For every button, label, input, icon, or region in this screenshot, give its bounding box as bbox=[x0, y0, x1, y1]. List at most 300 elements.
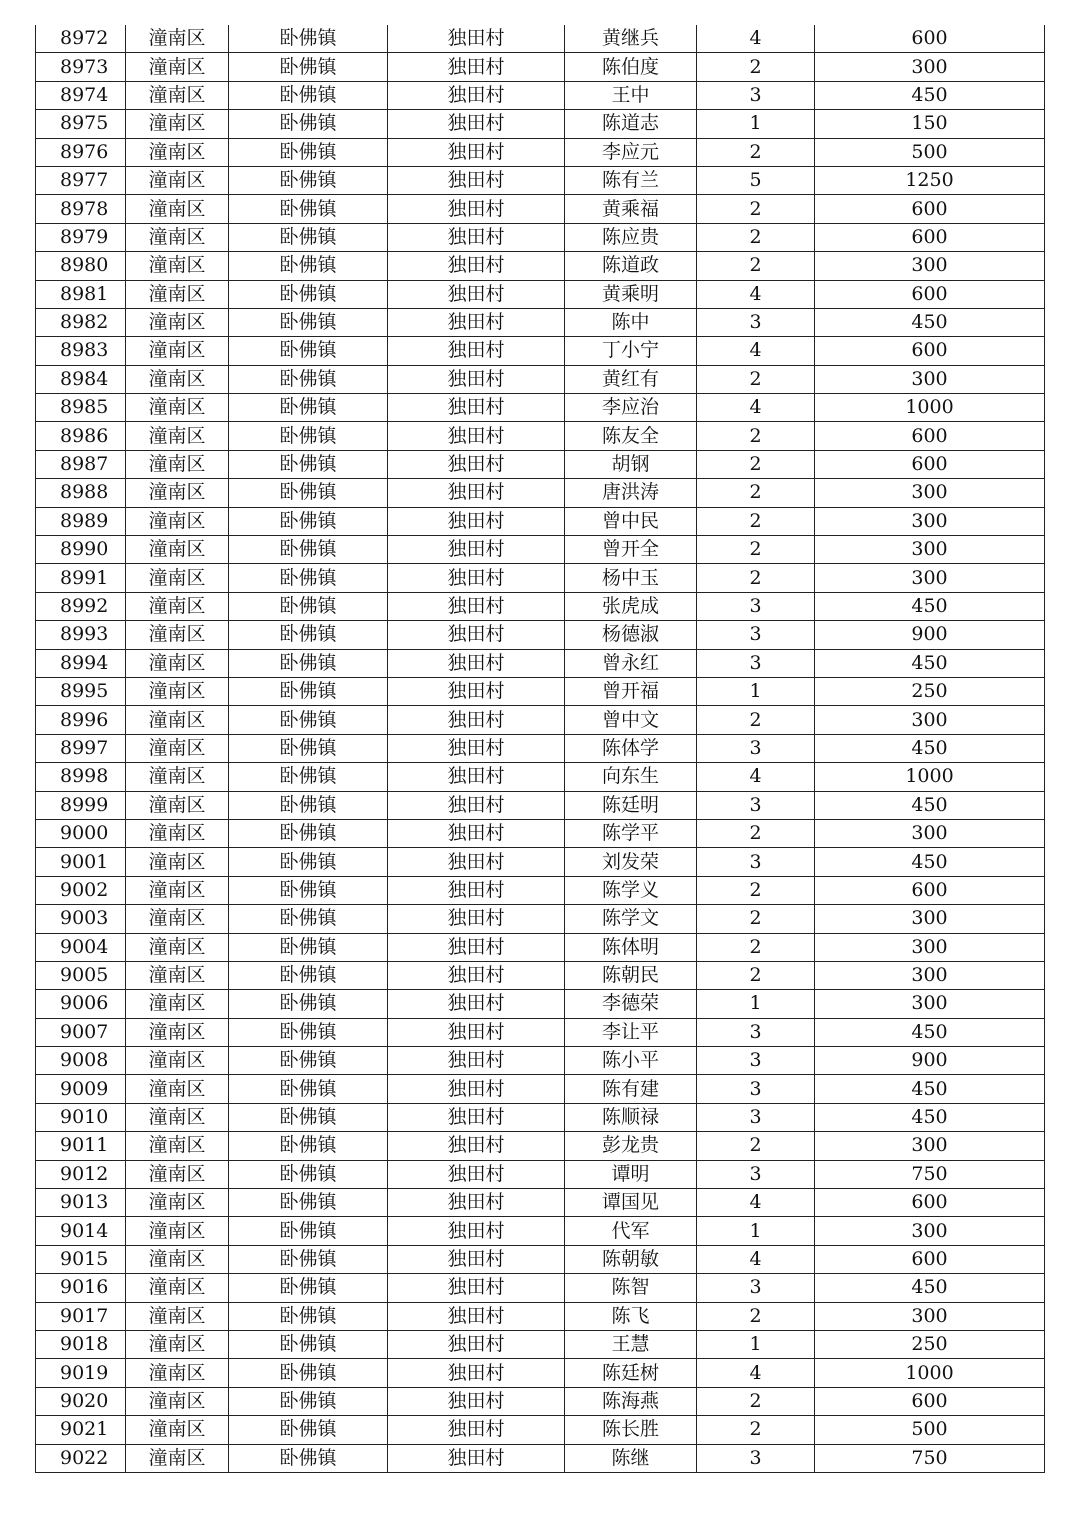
town-cell: 卧佛镇 bbox=[229, 138, 388, 166]
district-cell: 潼南区 bbox=[126, 961, 229, 989]
amount-cell: 450 bbox=[815, 592, 1045, 620]
amount-cell: 1000 bbox=[815, 1359, 1045, 1387]
name-cell: 陈顺禄 bbox=[565, 1103, 697, 1131]
name-cell: 陈学文 bbox=[565, 905, 697, 933]
amount-cell: 150 bbox=[815, 110, 1045, 138]
town-cell: 卧佛镇 bbox=[229, 1302, 388, 1330]
household-size-cell: 2 bbox=[697, 1302, 815, 1330]
amount-cell: 300 bbox=[815, 819, 1045, 847]
row-number: 8988 bbox=[36, 479, 126, 507]
row-number: 8993 bbox=[36, 621, 126, 649]
amount-cell: 600 bbox=[815, 25, 1045, 53]
village-cell: 独田村 bbox=[388, 394, 565, 422]
district-cell: 潼南区 bbox=[126, 990, 229, 1018]
household-size-cell: 1 bbox=[697, 677, 815, 705]
table-row bbox=[36, 621, 1045, 649]
row-number: 8973 bbox=[36, 53, 126, 81]
district-cell: 潼南区 bbox=[126, 1444, 229, 1472]
village-cell: 独田村 bbox=[388, 990, 565, 1018]
town-cell: 卧佛镇 bbox=[229, 592, 388, 620]
row-number: 8999 bbox=[36, 791, 126, 819]
name-cell: 曾永红 bbox=[565, 649, 697, 677]
amount-cell: 300 bbox=[815, 1217, 1045, 1245]
table-row bbox=[36, 677, 1045, 705]
household-size-cell: 2 bbox=[697, 422, 815, 450]
table-row bbox=[36, 252, 1045, 280]
village-cell: 独田村 bbox=[388, 649, 565, 677]
district-cell: 潼南区 bbox=[126, 848, 229, 876]
amount-cell: 450 bbox=[815, 1018, 1045, 1046]
row-number: 9006 bbox=[36, 990, 126, 1018]
amount-cell: 300 bbox=[815, 1302, 1045, 1330]
name-cell: 陈学平 bbox=[565, 819, 697, 847]
town-cell: 卧佛镇 bbox=[229, 536, 388, 564]
amount-cell: 450 bbox=[815, 1274, 1045, 1302]
district-cell: 潼南区 bbox=[126, 734, 229, 762]
village-cell: 独田村 bbox=[388, 592, 565, 620]
village-cell: 独田村 bbox=[388, 677, 565, 705]
name-cell: 陈友全 bbox=[565, 422, 697, 450]
row-number: 8978 bbox=[36, 195, 126, 223]
district-cell: 潼南区 bbox=[126, 905, 229, 933]
district-cell: 潼南区 bbox=[126, 649, 229, 677]
district-cell: 潼南区 bbox=[126, 365, 229, 393]
amount-cell: 450 bbox=[815, 81, 1045, 109]
name-cell: 刘发荣 bbox=[565, 848, 697, 876]
amount-cell: 300 bbox=[815, 564, 1045, 592]
table-row bbox=[36, 791, 1045, 819]
household-size-cell: 3 bbox=[697, 649, 815, 677]
household-size-cell: 3 bbox=[697, 81, 815, 109]
name-cell: 黄红有 bbox=[565, 365, 697, 393]
row-number: 8997 bbox=[36, 734, 126, 762]
town-cell: 卧佛镇 bbox=[229, 621, 388, 649]
row-number: 9005 bbox=[36, 961, 126, 989]
village-cell: 独田村 bbox=[388, 280, 565, 308]
table-row bbox=[36, 308, 1045, 336]
household-size-cell: 3 bbox=[697, 734, 815, 762]
amount-cell: 750 bbox=[815, 1444, 1045, 1472]
district-cell: 潼南区 bbox=[126, 308, 229, 336]
town-cell: 卧佛镇 bbox=[229, 280, 388, 308]
household-size-cell: 3 bbox=[697, 1274, 815, 1302]
town-cell: 卧佛镇 bbox=[229, 53, 388, 81]
amount-cell: 450 bbox=[815, 1103, 1045, 1131]
town-cell: 卧佛镇 bbox=[229, 876, 388, 904]
amount-cell: 450 bbox=[815, 308, 1045, 336]
district-cell: 潼南区 bbox=[126, 1103, 229, 1131]
village-cell: 独田村 bbox=[388, 1359, 565, 1387]
name-cell: 杨中玉 bbox=[565, 564, 697, 592]
district-cell: 潼南区 bbox=[126, 1018, 229, 1046]
amount-cell: 300 bbox=[815, 479, 1045, 507]
household-size-cell: 1 bbox=[697, 990, 815, 1018]
amount-cell: 1000 bbox=[815, 394, 1045, 422]
name-cell: 陈学义 bbox=[565, 876, 697, 904]
household-size-cell: 3 bbox=[697, 791, 815, 819]
household-size-cell: 2 bbox=[697, 536, 815, 564]
village-cell: 独田村 bbox=[388, 961, 565, 989]
town-cell: 卧佛镇 bbox=[229, 905, 388, 933]
district-cell: 潼南区 bbox=[126, 81, 229, 109]
name-cell: 陈智 bbox=[565, 1274, 697, 1302]
table-row bbox=[36, 706, 1045, 734]
name-cell: 黄乘福 bbox=[565, 195, 697, 223]
town-cell: 卧佛镇 bbox=[229, 25, 388, 53]
row-number: 9011 bbox=[36, 1132, 126, 1160]
household-size-cell: 2 bbox=[697, 223, 815, 251]
district-cell: 潼南区 bbox=[126, 53, 229, 81]
village-cell: 独田村 bbox=[388, 848, 565, 876]
table-row bbox=[36, 1330, 1045, 1358]
village-cell: 独田村 bbox=[388, 450, 565, 478]
town-cell: 卧佛镇 bbox=[229, 81, 388, 109]
household-size-cell: 2 bbox=[697, 507, 815, 535]
table-row bbox=[36, 1132, 1045, 1160]
name-cell: 唐洪涛 bbox=[565, 479, 697, 507]
district-cell: 潼南区 bbox=[126, 1217, 229, 1245]
household-size-cell: 3 bbox=[697, 1018, 815, 1046]
table-row bbox=[36, 1018, 1045, 1046]
village-cell: 独田村 bbox=[388, 1160, 565, 1188]
row-number: 8982 bbox=[36, 308, 126, 336]
village-cell: 独田村 bbox=[388, 53, 565, 81]
household-size-cell: 4 bbox=[697, 1359, 815, 1387]
amount-cell: 300 bbox=[815, 536, 1045, 564]
amount-cell: 750 bbox=[815, 1160, 1045, 1188]
household-size-cell: 2 bbox=[697, 1387, 815, 1415]
amount-cell: 300 bbox=[815, 252, 1045, 280]
row-number: 9012 bbox=[36, 1160, 126, 1188]
household-size-cell: 2 bbox=[697, 53, 815, 81]
town-cell: 卧佛镇 bbox=[229, 990, 388, 1018]
town-cell: 卧佛镇 bbox=[229, 1018, 388, 1046]
name-cell: 陈廷树 bbox=[565, 1359, 697, 1387]
name-cell: 黄继兵 bbox=[565, 25, 697, 53]
district-cell: 潼南区 bbox=[126, 763, 229, 791]
village-cell: 独田村 bbox=[388, 223, 565, 251]
village-cell: 独田村 bbox=[388, 734, 565, 762]
table-body bbox=[36, 25, 1045, 1472]
district-cell: 潼南区 bbox=[126, 1245, 229, 1273]
household-size-cell: 5 bbox=[697, 166, 815, 194]
name-cell: 陈朝民 bbox=[565, 961, 697, 989]
town-cell: 卧佛镇 bbox=[229, 1103, 388, 1131]
row-number: 9008 bbox=[36, 1047, 126, 1075]
village-cell: 独田村 bbox=[388, 1047, 565, 1075]
household-size-cell: 1 bbox=[697, 110, 815, 138]
district-cell: 潼南区 bbox=[126, 138, 229, 166]
table-row bbox=[36, 763, 1045, 791]
table-row bbox=[36, 933, 1045, 961]
town-cell: 卧佛镇 bbox=[229, 110, 388, 138]
name-cell: 李应元 bbox=[565, 138, 697, 166]
table-row bbox=[36, 394, 1045, 422]
row-number: 8979 bbox=[36, 223, 126, 251]
town-cell: 卧佛镇 bbox=[229, 1217, 388, 1245]
table-row bbox=[36, 536, 1045, 564]
table-row bbox=[36, 110, 1045, 138]
town-cell: 卧佛镇 bbox=[229, 791, 388, 819]
table-row bbox=[36, 961, 1045, 989]
town-cell: 卧佛镇 bbox=[229, 1245, 388, 1273]
amount-cell: 500 bbox=[815, 1416, 1045, 1444]
district-cell: 潼南区 bbox=[126, 223, 229, 251]
row-number: 9022 bbox=[36, 1444, 126, 1472]
district-cell: 潼南区 bbox=[126, 791, 229, 819]
village-cell: 独田村 bbox=[388, 422, 565, 450]
household-size-cell: 3 bbox=[697, 308, 815, 336]
household-size-cell: 4 bbox=[697, 763, 815, 791]
district-cell: 潼南区 bbox=[126, 564, 229, 592]
table-row bbox=[36, 1416, 1045, 1444]
district-cell: 潼南区 bbox=[126, 1274, 229, 1302]
row-number: 8996 bbox=[36, 706, 126, 734]
household-size-cell: 2 bbox=[697, 195, 815, 223]
village-cell: 独田村 bbox=[388, 1274, 565, 1302]
row-number: 8994 bbox=[36, 649, 126, 677]
household-size-cell: 2 bbox=[697, 1132, 815, 1160]
table-row bbox=[36, 876, 1045, 904]
data-table bbox=[35, 25, 1045, 1473]
table-row bbox=[36, 564, 1045, 592]
district-cell: 潼南区 bbox=[126, 1160, 229, 1188]
name-cell: 陈小平 bbox=[565, 1047, 697, 1075]
district-cell: 潼南区 bbox=[126, 450, 229, 478]
name-cell: 李应治 bbox=[565, 394, 697, 422]
row-number: 9001 bbox=[36, 848, 126, 876]
village-cell: 独田村 bbox=[388, 308, 565, 336]
village-cell: 独田村 bbox=[388, 365, 565, 393]
amount-cell: 250 bbox=[815, 677, 1045, 705]
town-cell: 卧佛镇 bbox=[229, 1387, 388, 1415]
name-cell: 陈体学 bbox=[565, 734, 697, 762]
amount-cell: 300 bbox=[815, 507, 1045, 535]
table-row bbox=[36, 195, 1045, 223]
town-cell: 卧佛镇 bbox=[229, 933, 388, 961]
row-number: 8995 bbox=[36, 677, 126, 705]
village-cell: 独田村 bbox=[388, 479, 565, 507]
table-row bbox=[36, 1444, 1045, 1472]
amount-cell: 600 bbox=[815, 280, 1045, 308]
household-size-cell: 2 bbox=[697, 706, 815, 734]
district-cell: 潼南区 bbox=[126, 422, 229, 450]
table-row bbox=[36, 592, 1045, 620]
village-cell: 独田村 bbox=[388, 81, 565, 109]
district-cell: 潼南区 bbox=[126, 166, 229, 194]
village-cell: 独田村 bbox=[388, 564, 565, 592]
amount-cell: 450 bbox=[815, 649, 1045, 677]
amount-cell: 450 bbox=[815, 734, 1045, 762]
name-cell: 李德荣 bbox=[565, 990, 697, 1018]
household-size-cell: 1 bbox=[697, 1330, 815, 1358]
amount-cell: 600 bbox=[815, 422, 1045, 450]
table-row bbox=[36, 507, 1045, 535]
name-cell: 向东生 bbox=[565, 763, 697, 791]
town-cell: 卧佛镇 bbox=[229, 763, 388, 791]
amount-cell: 600 bbox=[815, 337, 1045, 365]
amount-cell: 600 bbox=[815, 223, 1045, 251]
household-size-cell: 4 bbox=[697, 1189, 815, 1217]
district-cell: 潼南区 bbox=[126, 706, 229, 734]
name-cell: 陈中 bbox=[565, 308, 697, 336]
table-row bbox=[36, 138, 1045, 166]
town-cell: 卧佛镇 bbox=[229, 422, 388, 450]
town-cell: 卧佛镇 bbox=[229, 450, 388, 478]
name-cell: 陈伯度 bbox=[565, 53, 697, 81]
name-cell: 陈体明 bbox=[565, 933, 697, 961]
town-cell: 卧佛镇 bbox=[229, 1330, 388, 1358]
amount-cell: 600 bbox=[815, 1387, 1045, 1415]
village-cell: 独田村 bbox=[388, 25, 565, 53]
row-number: 8983 bbox=[36, 337, 126, 365]
row-number: 8975 bbox=[36, 110, 126, 138]
table-row bbox=[36, 1160, 1045, 1188]
district-cell: 潼南区 bbox=[126, 1359, 229, 1387]
table-row bbox=[36, 81, 1045, 109]
row-number: 9010 bbox=[36, 1103, 126, 1131]
amount-cell: 600 bbox=[815, 876, 1045, 904]
household-size-cell: 3 bbox=[697, 1444, 815, 1472]
household-size-cell: 3 bbox=[697, 1047, 815, 1075]
district-cell: 潼南区 bbox=[126, 507, 229, 535]
village-cell: 独田村 bbox=[388, 1075, 565, 1103]
village-cell: 独田村 bbox=[388, 110, 565, 138]
village-cell: 独田村 bbox=[388, 1103, 565, 1131]
name-cell: 陈道志 bbox=[565, 110, 697, 138]
name-cell: 陈有建 bbox=[565, 1075, 697, 1103]
row-number: 8998 bbox=[36, 763, 126, 791]
table-row bbox=[36, 848, 1045, 876]
row-number: 9014 bbox=[36, 1217, 126, 1245]
town-cell: 卧佛镇 bbox=[229, 1189, 388, 1217]
town-cell: 卧佛镇 bbox=[229, 706, 388, 734]
district-cell: 潼南区 bbox=[126, 1075, 229, 1103]
household-size-cell: 2 bbox=[697, 365, 815, 393]
name-cell: 曾中民 bbox=[565, 507, 697, 535]
household-size-cell: 4 bbox=[697, 280, 815, 308]
village-cell: 独田村 bbox=[388, 876, 565, 904]
town-cell: 卧佛镇 bbox=[229, 337, 388, 365]
village-cell: 独田村 bbox=[388, 1189, 565, 1217]
household-size-cell: 2 bbox=[697, 564, 815, 592]
town-cell: 卧佛镇 bbox=[229, 223, 388, 251]
household-size-cell: 3 bbox=[697, 1075, 815, 1103]
table-row bbox=[36, 990, 1045, 1018]
village-cell: 独田村 bbox=[388, 166, 565, 194]
district-cell: 潼南区 bbox=[126, 677, 229, 705]
table-row bbox=[36, 819, 1045, 847]
row-number: 8984 bbox=[36, 365, 126, 393]
row-number: 9018 bbox=[36, 1330, 126, 1358]
row-number: 9003 bbox=[36, 905, 126, 933]
table-row bbox=[36, 450, 1045, 478]
amount-cell: 1250 bbox=[815, 166, 1045, 194]
name-cell: 陈继 bbox=[565, 1444, 697, 1472]
amount-cell: 300 bbox=[815, 53, 1045, 81]
district-cell: 潼南区 bbox=[126, 280, 229, 308]
amount-cell: 300 bbox=[815, 933, 1045, 961]
household-size-cell: 1 bbox=[697, 1217, 815, 1245]
household-size-cell: 3 bbox=[697, 592, 815, 620]
table-row bbox=[36, 1387, 1045, 1415]
name-cell: 王中 bbox=[565, 81, 697, 109]
village-cell: 独田村 bbox=[388, 1416, 565, 1444]
table-row bbox=[36, 1075, 1045, 1103]
row-number: 9007 bbox=[36, 1018, 126, 1046]
household-size-cell: 3 bbox=[697, 1103, 815, 1131]
household-size-cell: 2 bbox=[697, 450, 815, 478]
table-row bbox=[36, 1245, 1045, 1273]
town-cell: 卧佛镇 bbox=[229, 365, 388, 393]
household-size-cell: 2 bbox=[697, 905, 815, 933]
name-cell: 陈有兰 bbox=[565, 166, 697, 194]
name-cell: 黄乘明 bbox=[565, 280, 697, 308]
name-cell: 陈廷明 bbox=[565, 791, 697, 819]
name-cell: 陈海燕 bbox=[565, 1387, 697, 1415]
town-cell: 卧佛镇 bbox=[229, 1359, 388, 1387]
name-cell: 胡钢 bbox=[565, 450, 697, 478]
household-size-cell: 4 bbox=[697, 1245, 815, 1273]
amount-cell: 450 bbox=[815, 791, 1045, 819]
village-cell: 独田村 bbox=[388, 138, 565, 166]
row-number: 8986 bbox=[36, 422, 126, 450]
name-cell: 曾开全 bbox=[565, 536, 697, 564]
amount-cell: 300 bbox=[815, 365, 1045, 393]
row-number: 9020 bbox=[36, 1387, 126, 1415]
amount-cell: 300 bbox=[815, 961, 1045, 989]
table-row bbox=[36, 1359, 1045, 1387]
district-cell: 潼南区 bbox=[126, 25, 229, 53]
district-cell: 潼南区 bbox=[126, 1302, 229, 1330]
name-cell: 陈应贵 bbox=[565, 223, 697, 251]
amount-cell: 300 bbox=[815, 1132, 1045, 1160]
town-cell: 卧佛镇 bbox=[229, 195, 388, 223]
row-number: 9021 bbox=[36, 1416, 126, 1444]
town-cell: 卧佛镇 bbox=[229, 819, 388, 847]
village-cell: 独田村 bbox=[388, 337, 565, 365]
town-cell: 卧佛镇 bbox=[229, 1274, 388, 1302]
name-cell: 曾中文 bbox=[565, 706, 697, 734]
row-number: 9002 bbox=[36, 876, 126, 904]
village-cell: 独田村 bbox=[388, 1217, 565, 1245]
district-cell: 潼南区 bbox=[126, 1189, 229, 1217]
town-cell: 卧佛镇 bbox=[229, 734, 388, 762]
row-number: 9015 bbox=[36, 1245, 126, 1273]
name-cell: 丁小宁 bbox=[565, 337, 697, 365]
table-row bbox=[36, 280, 1045, 308]
table-row bbox=[36, 1103, 1045, 1131]
amount-cell: 450 bbox=[815, 848, 1045, 876]
household-size-cell: 2 bbox=[697, 819, 815, 847]
village-cell: 独田村 bbox=[388, 1330, 565, 1358]
district-cell: 潼南区 bbox=[126, 1416, 229, 1444]
district-cell: 潼南区 bbox=[126, 592, 229, 620]
amount-cell: 900 bbox=[815, 1047, 1045, 1075]
name-cell: 李让平 bbox=[565, 1018, 697, 1046]
amount-cell: 250 bbox=[815, 1330, 1045, 1358]
name-cell: 谭明 bbox=[565, 1160, 697, 1188]
household-size-cell: 3 bbox=[697, 848, 815, 876]
district-cell: 潼南区 bbox=[126, 536, 229, 564]
town-cell: 卧佛镇 bbox=[229, 308, 388, 336]
table-row bbox=[36, 337, 1045, 365]
household-size-cell: 4 bbox=[697, 25, 815, 53]
table-row bbox=[36, 734, 1045, 762]
name-cell: 陈道政 bbox=[565, 252, 697, 280]
row-number: 8985 bbox=[36, 394, 126, 422]
household-size-cell: 4 bbox=[697, 394, 815, 422]
